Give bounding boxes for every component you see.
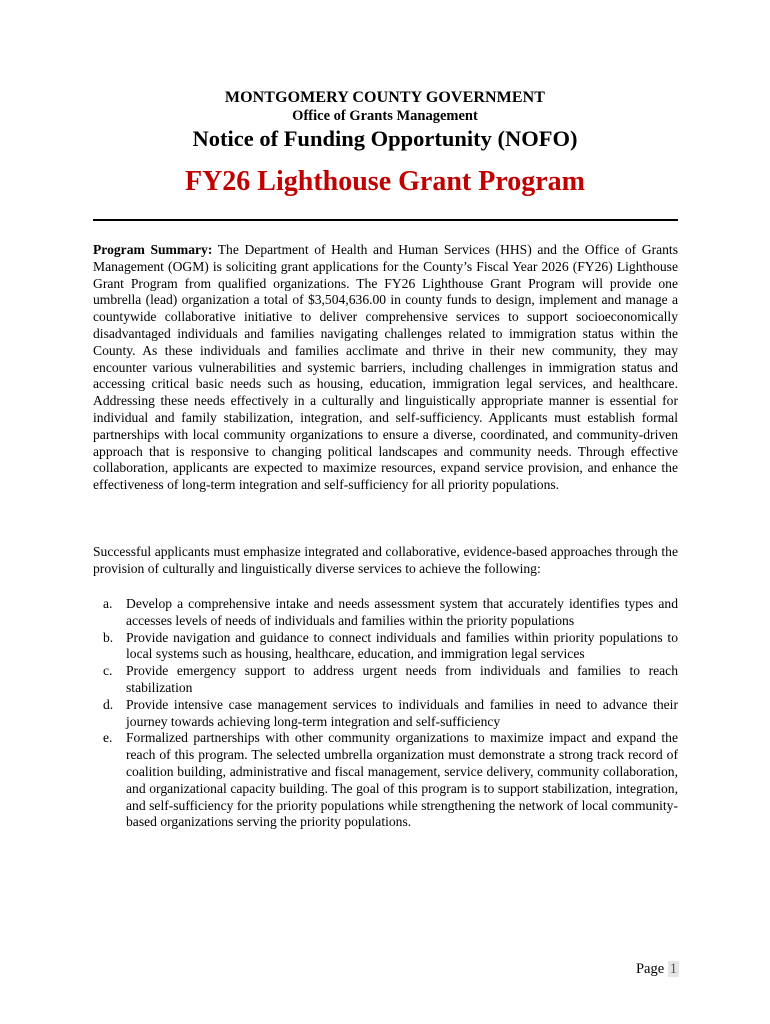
title-divider: [93, 219, 678, 221]
program-summary-label: Program Summary:: [93, 242, 213, 257]
list-item: [93, 596, 678, 630]
list-item-marker: a.: [103, 596, 113, 611]
objectives-intro: Successful applicants must emphasize integrated and collaborative, evidence-based approaches through the provision of culturally and linguistically diverse services to achieve the following:: [93, 544, 678, 576]
program-title: FY26 Lighthouse Grant Program: [184, 166, 586, 197]
list-item-marker: d.: [103, 696, 114, 712]
office-name: Office of Grants Management: [292, 108, 478, 124]
list-item-text: Formalized partnerships with other community organizations to maximize impact and expand the reach of this program. The selected umbrella organization must demonstrate a strong track record of coalition building, administrative and fiscal management, service delivery, community collaboration, and organizational capacity building. The goal of this program is to support stabilization, integration, and self-sufficiency for the priority populations while strengthening the network of local community-based organizations serving the priority populations.: [126, 730, 678, 830]
list-item: [93, 697, 678, 731]
list-item-marker: e.: [103, 730, 113, 746]
list-item-marker: c.: [103, 663, 113, 679]
list-item: [93, 730, 678, 831]
list-item: [93, 630, 678, 664]
page-label: Page: [635, 961, 665, 977]
list-item-text: Provide emergency support to address urgent needs from individuals and families to reach stabilization: [126, 663, 678, 695]
program-summary: [93, 242, 678, 494]
page-number: 1: [669, 961, 677, 977]
objectives-list: [93, 596, 678, 831]
list-item-marker: b.: [103, 629, 114, 645]
page-footer: [636, 961, 679, 978]
list-item-text: Develop a comprehensive intake and needs assessment system that accurately identifies types and accesses levels of needs of individuals and families within the priority populations: [126, 596, 678, 628]
organization-name: MONTGOMERY COUNTY GOVERNMENT: [224, 89, 546, 106]
notice-title: Notice of Funding Opportunity (NOFO): [192, 126, 578, 151]
program-summary-text: The Department of Health and Human Services (HHS) and the Office of Grants Management (OGM) is soliciting grant applications for the County’s Fiscal Year 2026 (FY26) Lighthouse Grant Program from qualified organizations. The FY26 Lighthouse Grant Program will provide one umbrella (lead) organization a total of $3,504,636.00 in county funds to design, implement and manage a countywide collaborative initiative to deliver comprehensive services to support socioeconomically disadvantaged individuals and families navigating challenges related to immigration status within the County. As these individuals and families acclimate and thrive in their new community, they may encounter various vulnerabilities and systemic barriers, including challenges in immigration status and accessing critical basic needs such as housing, education, immigration legal services, and healthcare. Addressing these needs effectively in a culturally and linguistically appropriate manner is essential for individual and family stabilization, integration, and self-sufficiency. Applicants must establish formal partnerships with local community organizations to ensure a diverse, coordinated, and community-driven approach that is responsive to changing political landscapes and community needs. Through effective collaboration, applicants are expected to maximize resources, expand service provision, and enhance the effectiveness of long-term integration and self-sufficiency for all priority populations.: [93, 242, 678, 493]
list-item: [93, 663, 678, 697]
list-item-text: Provide intensive case management services to individuals and families in need to advance their journey towards achieving long-term integration and self-sufficiency: [126, 696, 678, 729]
list-item-text: Provide navigation and guidance to connect individuals and families within priority populations to local systems such as housing, healthcare, education, and immigration legal services: [126, 629, 678, 662]
